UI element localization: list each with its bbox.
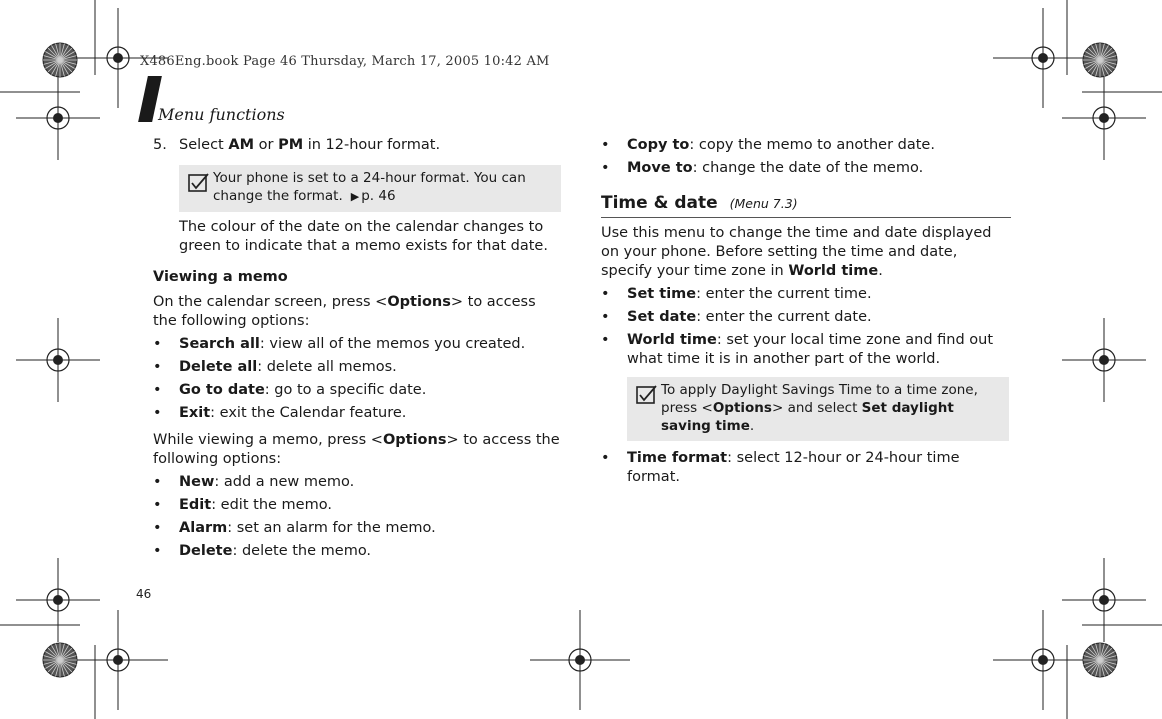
list-item: • Delete all: delete all memos. — [153, 359, 397, 375]
list-item: • New: add a new memo. — [153, 474, 355, 490]
memo-options-list — [153, 473, 563, 561]
calendar-options-list — [153, 335, 563, 423]
menu-reference: (Menu 7.3) — [729, 196, 798, 211]
triangle-right-icon: ▶ — [350, 190, 360, 203]
list-item: • Edit: edit the memo. — [153, 497, 332, 513]
list-item: • Copy to: copy the memo to another date. — [601, 137, 935, 153]
list-item: • Exit: exit the Calendar feature. — [153, 405, 407, 421]
note-text: To apply Daylight Savings Time to a time zone, press <Options> and select Set daylight saving time. — [661, 382, 978, 434]
time-options-list — [601, 285, 1011, 369]
step-number: 5. — [153, 137, 167, 153]
memo-options-intro: While viewing a memo, press <Options> to access the following options: — [153, 432, 560, 467]
list-item: • Alarm: set an alarm for the memo. — [153, 520, 436, 536]
list-item: • Time format: select 12-hour or 24-hour time format. — [601, 450, 960, 485]
note-box — [179, 165, 561, 212]
time-date-heading: Time & date (Menu 7.3) — [601, 194, 1011, 218]
list-item: • Set time: enter the current time. — [601, 286, 872, 302]
checkmark-note-icon — [635, 385, 661, 407]
viewing-memo-heading: Viewing a memo — [153, 269, 288, 285]
section-title: Menu functions — [158, 105, 285, 124]
page-number: 46 — [136, 587, 152, 601]
note-text: Your phone is set to a 24-hour format. You can change the format. ▶ p. 46 — [213, 170, 526, 204]
list-item: • Go to date: go to a specific date. — [153, 382, 427, 398]
time-format-list — [601, 449, 1011, 487]
list-item: • World time: set your local time zone and find out what time it is in another part of the world. — [601, 332, 994, 367]
calendar-options-intro: On the calendar screen, press <Options> to access the following options: — [153, 294, 536, 329]
list-item: • Delete: delete the memo. — [153, 543, 372, 559]
memo-options-list-continued — [601, 136, 1011, 178]
print-header: X486Eng.book Page 46 Thursday, March 17, 2005 10:42 AM — [140, 54, 550, 69]
list-item: • Move to: change the date of the memo. — [601, 160, 924, 176]
right-column — [601, 136, 1011, 495]
step-5 — [153, 136, 563, 155]
step-text: Select AM or PM in 12-hour format. — [179, 137, 441, 153]
page-reference: p. 46 — [361, 188, 396, 204]
note-box — [627, 377, 1009, 441]
time-date-intro: Use this menu to change the time and date displayed on your phone. Before setting the time and date, specify your time zone in World time. — [601, 225, 992, 279]
calendar-paragraph: The colour of the date on the calendar changes to green to indicate that a memo exists for that date. — [179, 219, 548, 254]
checkmark-note-icon — [187, 173, 213, 195]
list-item: • Search all: view all of the memos you created. — [153, 336, 526, 352]
left-column — [153, 136, 563, 569]
list-item: • Set date: enter the current date. — [601, 309, 872, 325]
